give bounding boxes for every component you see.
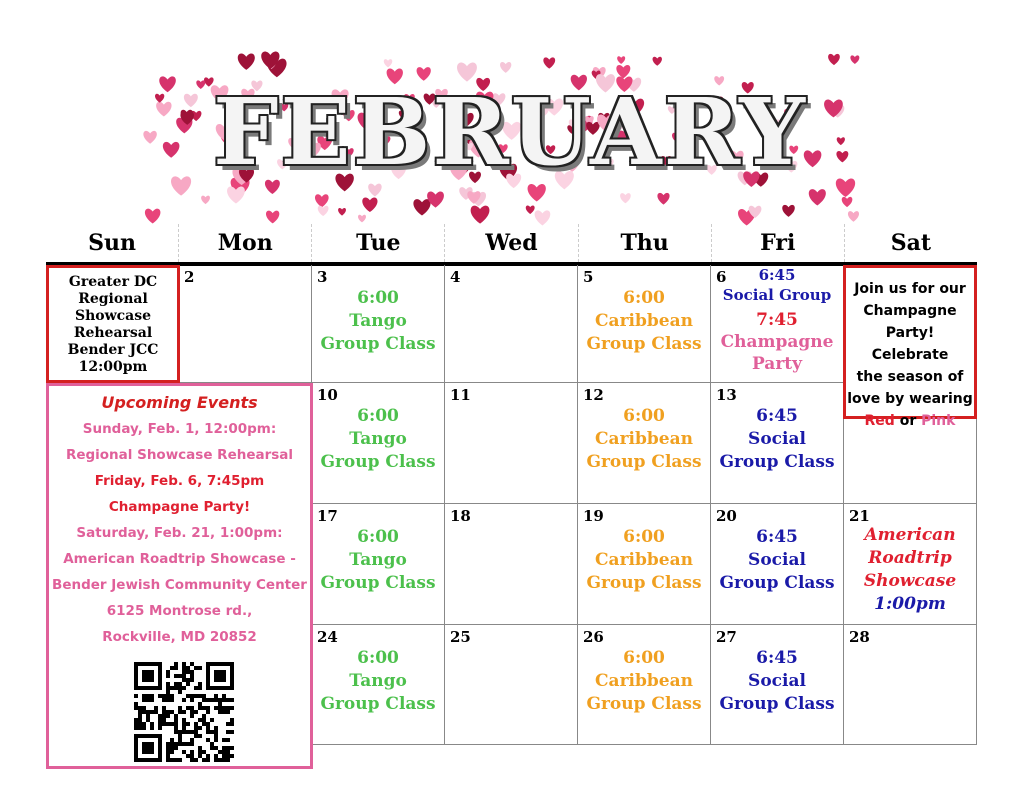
- event-time: 7:45: [756, 310, 798, 330]
- social-class: [711, 647, 843, 716]
- event-line: Regional Showcase Rehearsal: [65, 447, 294, 463]
- event-name: Champagne: [720, 332, 834, 352]
- heart-icon: [848, 211, 859, 222]
- event-name: Caribbean: [595, 550, 693, 570]
- event-type: Group Class: [719, 694, 835, 714]
- heart-icon: [362, 197, 377, 212]
- event-type: Group Class: [719, 452, 835, 472]
- event-time: 6:00: [623, 648, 665, 668]
- heart-icon: [657, 193, 669, 205]
- day-number: 17: [317, 507, 338, 525]
- event-line: 6125 Montrose rd.,: [106, 603, 253, 619]
- event-name: Party: [751, 354, 803, 374]
- caribbean-class: [578, 287, 710, 356]
- event-name: Social: [748, 550, 806, 570]
- event-line: Bender Jewish Community Center: [52, 577, 307, 593]
- upcoming-events-box: [46, 383, 313, 769]
- event-time: 6:45: [756, 648, 798, 668]
- caribbean-class: [578, 405, 710, 474]
- day-cell: [312, 625, 445, 745]
- event-line: Sunday, Feb. 1, 12:00pm:: [82, 421, 277, 437]
- event-time: 6:45: [756, 406, 798, 426]
- qr-code[interactable]: [134, 662, 234, 762]
- heart-icon: [413, 199, 430, 215]
- note-line: love by wearing: [847, 391, 973, 407]
- note-colors-line: [846, 410, 974, 432]
- event-name: Tango: [349, 550, 407, 570]
- event-name: Showcase: [863, 571, 957, 591]
- heart-icon: [315, 194, 329, 207]
- day-header: Wed: [444, 224, 577, 262]
- day-number: 24: [317, 628, 338, 646]
- day-number: 25: [450, 628, 471, 646]
- day-header: Thu: [578, 224, 711, 262]
- day-cell: [711, 625, 844, 745]
- day-number: 20: [716, 507, 737, 525]
- event-name: Tango: [349, 671, 407, 691]
- heart-icon: [850, 55, 859, 64]
- note-line: Join us for our: [854, 281, 966, 297]
- heart-icon: [318, 206, 329, 216]
- event-type: Group Class: [586, 573, 702, 593]
- heart-icon: [616, 65, 630, 78]
- event-time: 6:00: [623, 527, 665, 547]
- event-name: Roadtrip: [868, 548, 952, 568]
- tango-class: [312, 526, 444, 595]
- heart-icon: [782, 205, 795, 217]
- event-line: American Roadtrip Showcase -: [63, 551, 296, 567]
- month-title: FEBRUARY: [213, 78, 807, 186]
- caribbean-class: [578, 526, 710, 595]
- day-header: Fri: [711, 224, 844, 262]
- sunday-line: Rehearsal: [73, 325, 153, 341]
- event-name: Tango: [349, 429, 407, 449]
- heart-icon: [828, 54, 840, 65]
- day-cell: [578, 383, 711, 504]
- day-cell: [578, 265, 711, 383]
- heart-icon: [358, 215, 366, 223]
- event-type: Group Class: [586, 452, 702, 472]
- heart-icon: [653, 57, 662, 66]
- event-time: 6:45: [758, 266, 796, 284]
- heart-icon: [384, 59, 393, 67]
- day-cell: [179, 265, 312, 383]
- heart-icon: [238, 54, 255, 70]
- day-header: Sat: [844, 224, 977, 262]
- heart-icon: [528, 184, 546, 202]
- event-line: Saturday, Feb. 21, 1:00pm:: [76, 525, 283, 541]
- event-type: Group Class: [320, 694, 436, 714]
- event-line: Friday, Feb. 6, 7:45pm: [94, 473, 265, 489]
- pink-word: Pink: [921, 413, 956, 429]
- day-cell: [312, 504, 445, 625]
- note-line: Champagne: [863, 303, 957, 319]
- day-cell: [711, 504, 844, 625]
- day-cell: [844, 504, 977, 625]
- note-line: Party! Celebrate: [871, 325, 949, 363]
- social-class: [711, 405, 843, 474]
- heart-icon: [338, 208, 346, 216]
- champagne-party-note: [843, 265, 977, 429]
- tango-class: [312, 287, 444, 356]
- sunday-line: Regional: [78, 291, 148, 307]
- event-name: Social: [748, 429, 806, 449]
- day-number: 13: [716, 386, 737, 404]
- sunday-line: Showcase: [74, 308, 152, 324]
- day-cell: [445, 625, 578, 745]
- day-cell: [711, 265, 844, 383]
- event-type: Group Class: [719, 573, 835, 593]
- day-number: 6: [716, 268, 727, 286]
- day-cell: [312, 265, 445, 383]
- sunday-line: 12:00pm: [78, 359, 148, 375]
- tango-class: [312, 405, 444, 474]
- heart-icon: [201, 196, 210, 204]
- heart-icon: [145, 209, 161, 224]
- event-name: Social: [748, 671, 806, 691]
- social-group-event: [711, 265, 843, 305]
- day-number: 21: [849, 507, 870, 525]
- champagne-party-event: [711, 309, 843, 375]
- event-line: Champagne Party!: [108, 499, 251, 515]
- event-type: Group Class: [320, 334, 436, 354]
- sunday-rehearsal-box: [46, 265, 180, 383]
- weekday-header: [46, 224, 977, 266]
- day-number: 4: [450, 268, 461, 286]
- event-type: Group Class: [320, 573, 436, 593]
- event-type: Group Class: [586, 694, 702, 714]
- event-time: 6:00: [357, 288, 399, 308]
- sunday-line: Greater DC: [68, 274, 158, 290]
- event-line: Rockville, MD 20852: [102, 629, 257, 645]
- event-name: Social Group: [722, 286, 832, 304]
- day-cell: [445, 383, 578, 504]
- event-time: 6:45: [756, 527, 798, 547]
- day-header: Tue: [311, 224, 444, 262]
- note-line: the season of: [856, 369, 964, 385]
- day-cell: [578, 504, 711, 625]
- event-time: 6:00: [357, 406, 399, 426]
- day-number: 10: [317, 386, 338, 404]
- day-number: 2: [184, 268, 195, 286]
- day-cell: [711, 383, 844, 504]
- or-word: or: [899, 413, 917, 429]
- event-type: Group Class: [320, 452, 436, 472]
- day-cell: [844, 625, 977, 745]
- day-cell: [445, 265, 578, 383]
- social-class: [711, 526, 843, 595]
- event-name: Tango: [349, 311, 407, 331]
- heart-icon: [543, 57, 555, 68]
- event-time: 6:00: [357, 648, 399, 668]
- heart-icon: [526, 206, 535, 215]
- day-cell: [578, 625, 711, 745]
- day-number: 19: [583, 507, 604, 525]
- event-type: Group Class: [586, 334, 702, 354]
- day-header: Sun: [88, 230, 137, 256]
- day-number: 26: [583, 628, 604, 646]
- heart-icon: [617, 56, 625, 64]
- day-number: 28: [849, 628, 870, 646]
- red-word: Red: [864, 413, 895, 429]
- heart-icon: [620, 193, 631, 203]
- heart-icon: [266, 211, 279, 224]
- heart-icon: [500, 62, 511, 73]
- day-number: 11: [450, 386, 471, 404]
- event-time: 6:00: [623, 406, 665, 426]
- day-number: 27: [716, 628, 737, 646]
- caribbean-class: [578, 647, 710, 716]
- day-number: 3: [317, 268, 328, 286]
- tango-class: [312, 647, 444, 716]
- day-number: 5: [583, 268, 594, 286]
- sunday-line: Bender JCC: [67, 342, 159, 358]
- event-name: American: [864, 525, 956, 545]
- event-time: 6:00: [623, 288, 665, 308]
- event-time: 1:00pm: [874, 594, 946, 614]
- event-name: Caribbean: [595, 311, 693, 331]
- upcoming-title: Upcoming Events: [101, 393, 258, 412]
- event-time: 6:00: [357, 527, 399, 547]
- event-name: Caribbean: [595, 671, 693, 691]
- day-cell: [312, 383, 445, 504]
- day-cell: [445, 504, 578, 625]
- event-name: Caribbean: [595, 429, 693, 449]
- day-header: Mon: [178, 224, 311, 262]
- roadtrip-showcase-event: [844, 524, 976, 616]
- heart-icon: [809, 189, 826, 205]
- day-number: 12: [583, 386, 604, 404]
- heart-icon: [471, 206, 490, 224]
- day-number: 18: [450, 507, 471, 525]
- heart-icon: [842, 197, 853, 207]
